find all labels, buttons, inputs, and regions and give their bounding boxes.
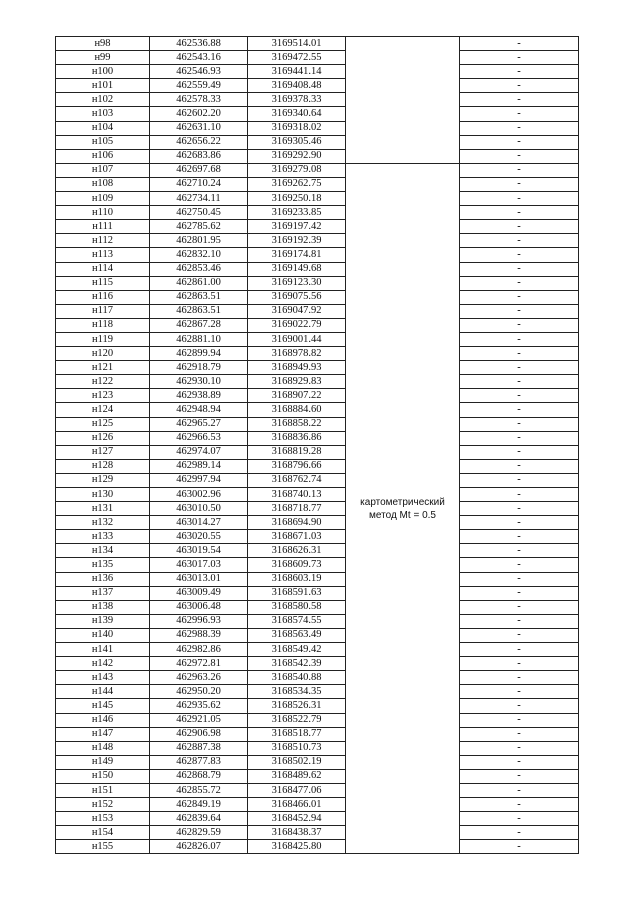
x-coordinate-cell: 462938.89 [150,389,248,403]
point-name-cell: н114 [56,262,150,276]
y-coordinate-cell: 3169262.75 [248,177,346,191]
x-coordinate-cell: 462887.38 [150,741,248,755]
x-coordinate-cell: 462921.05 [150,713,248,727]
point-name-cell: н145 [56,699,150,713]
x-coordinate-cell: 463014.27 [150,516,248,530]
coordinates-table [55,36,579,854]
x-coordinate-cell: 462988.39 [150,628,248,642]
point-name-cell: н127 [56,445,150,459]
table-row [56,473,579,487]
y-coordinate-cell: 3168718.77 [248,502,346,516]
description-cell: - [460,530,579,544]
table-row [56,79,579,93]
description-cell: - [460,51,579,65]
description-cell: - [460,206,579,220]
x-coordinate-cell: 462881.10 [150,332,248,346]
description-cell: - [460,445,579,459]
table-row [56,417,579,431]
description-cell: - [460,699,579,713]
point-name-cell: н123 [56,389,150,403]
point-name-cell: н104 [56,121,150,135]
point-name-cell: н130 [56,488,150,502]
description-cell: - [460,135,579,149]
x-coordinate-cell: 462683.86 [150,149,248,163]
x-coordinate-cell: 462546.93 [150,65,248,79]
x-coordinate-cell: 462826.07 [150,840,248,854]
description-cell: - [460,558,579,572]
x-coordinate-cell: 462710.24 [150,177,248,191]
table-row [56,657,579,671]
table-row [56,516,579,530]
point-name-cell: н143 [56,671,150,685]
x-coordinate-cell: 462631.10 [150,121,248,135]
y-coordinate-cell: 3168609.73 [248,558,346,572]
table-row [56,332,579,346]
point-name-cell: н115 [56,276,150,290]
table-row [56,459,579,473]
description-cell: - [460,685,579,699]
description-cell: - [460,614,579,628]
x-coordinate-cell: 462839.64 [150,812,248,826]
y-coordinate-cell: 3168884.60 [248,403,346,417]
x-coordinate-cell: 462832.10 [150,248,248,262]
y-coordinate-cell: 3168907.22 [248,389,346,403]
x-coordinate-cell: 462578.33 [150,93,248,107]
x-coordinate-cell: 462972.81 [150,657,248,671]
description-cell: - [460,544,579,558]
x-coordinate-cell: 462906.98 [150,727,248,741]
y-coordinate-cell: 3168671.03 [248,530,346,544]
y-coordinate-cell: 3169233.85 [248,206,346,220]
point-name-cell: н100 [56,65,150,79]
table-row [56,262,579,276]
point-name-cell: н139 [56,614,150,628]
table-row [56,685,579,699]
description-cell: - [460,318,579,332]
point-name-cell: н132 [56,516,150,530]
x-coordinate-cell: 462935.62 [150,699,248,713]
table-row [56,389,579,403]
x-coordinate-cell: 462785.62 [150,220,248,234]
table-row [56,234,579,248]
point-name-cell: н148 [56,741,150,755]
point-name-cell: н149 [56,755,150,769]
method-cell-upper [346,37,460,164]
y-coordinate-cell: 3168438.37 [248,826,346,840]
x-coordinate-cell: 462855.72 [150,783,248,797]
y-coordinate-cell: 3169340.64 [248,107,346,121]
x-coordinate-cell: 462868.79 [150,769,248,783]
table-row [56,361,579,375]
point-name-cell: н113 [56,248,150,262]
description-cell: - [460,192,579,206]
x-coordinate-cell: 462996.93 [150,614,248,628]
description-cell: - [460,488,579,502]
point-name-cell: н153 [56,812,150,826]
point-name-cell: н129 [56,473,150,487]
point-name-cell: н120 [56,347,150,361]
point-name-cell: н146 [56,713,150,727]
description-cell: - [460,149,579,163]
table-row [56,812,579,826]
description-cell: - [460,375,579,389]
y-coordinate-cell: 3169197.42 [248,220,346,234]
table-row [56,826,579,840]
x-coordinate-cell: 462559.49 [150,79,248,93]
x-coordinate-cell: 462950.20 [150,685,248,699]
y-coordinate-cell: 3168425.80 [248,840,346,854]
point-name-cell: н136 [56,572,150,586]
y-coordinate-cell: 3168574.55 [248,614,346,628]
point-name-cell: н152 [56,798,150,812]
coordinates-table-body [56,37,579,854]
point-name-cell: н110 [56,206,150,220]
y-coordinate-cell: 3168762.74 [248,473,346,487]
point-name-cell: н124 [56,403,150,417]
description-cell: - [460,643,579,657]
table-row [56,220,579,234]
table-row [56,628,579,642]
x-coordinate-cell: 462948.94 [150,403,248,417]
table-row [56,643,579,657]
x-coordinate-cell: 462829.59 [150,826,248,840]
point-name-cell: н155 [56,840,150,854]
description-cell: - [460,657,579,671]
x-coordinate-cell: 462656.22 [150,135,248,149]
table-row [56,304,579,318]
x-coordinate-cell: 462602.20 [150,107,248,121]
point-name-cell: н109 [56,192,150,206]
y-coordinate-cell: 3168603.19 [248,572,346,586]
method-name: картометрический [360,496,445,508]
y-coordinate-cell: 3169279.08 [248,163,346,177]
y-coordinate-cell: 3169441.14 [248,65,346,79]
point-name-cell: н126 [56,431,150,445]
y-coordinate-cell: 3168949.93 [248,361,346,375]
description-cell: - [460,783,579,797]
point-name-cell: н103 [56,107,150,121]
description-cell: - [460,332,579,346]
point-name-cell: н128 [56,459,150,473]
y-coordinate-cell: 3168542.39 [248,657,346,671]
y-coordinate-cell: 3169001.44 [248,332,346,346]
table-row [56,671,579,685]
x-coordinate-cell: 462899.94 [150,347,248,361]
description-cell: - [460,389,579,403]
description-cell: - [460,628,579,642]
y-coordinate-cell: 3168452.94 [248,812,346,826]
description-cell: - [460,586,579,600]
table-row [56,93,579,107]
method-accuracy: метод Mt = 0.5 [369,509,436,521]
description-cell: - [460,290,579,304]
method-cell [346,163,460,854]
x-coordinate-cell: 462750.45 [150,206,248,220]
description-cell: - [460,459,579,473]
x-coordinate-cell: 463019.54 [150,544,248,558]
y-coordinate-cell: 3168858.22 [248,417,346,431]
y-coordinate-cell: 3168626.31 [248,544,346,558]
table-row [56,149,579,163]
x-coordinate-cell: 462918.79 [150,361,248,375]
x-coordinate-cell: 462963.26 [150,671,248,685]
table-row [56,135,579,149]
y-coordinate-cell: 3168526.31 [248,699,346,713]
table-row [56,755,579,769]
description-cell: - [460,840,579,854]
x-coordinate-cell: 463013.01 [150,572,248,586]
y-coordinate-cell: 3169047.92 [248,304,346,318]
point-name-cell: н141 [56,643,150,657]
x-coordinate-cell: 462801.95 [150,234,248,248]
table-row [56,163,579,177]
point-name-cell: н102 [56,93,150,107]
table-row [56,107,579,121]
x-coordinate-cell: 462734.11 [150,192,248,206]
table-row [56,840,579,854]
x-coordinate-cell: 462965.27 [150,417,248,431]
x-coordinate-cell: 463002.96 [150,488,248,502]
table-row [56,614,579,628]
x-coordinate-cell: 462849.19 [150,798,248,812]
point-name-cell: н119 [56,332,150,346]
point-name-cell: н105 [56,135,150,149]
x-coordinate-cell: 462877.83 [150,755,248,769]
y-coordinate-cell: 3168540.88 [248,671,346,685]
y-coordinate-cell: 3168510.73 [248,741,346,755]
table-row [56,558,579,572]
y-coordinate-cell: 3168819.28 [248,445,346,459]
table-row [56,783,579,797]
description-cell: - [460,826,579,840]
y-coordinate-cell: 3168477.06 [248,783,346,797]
description-cell: - [460,812,579,826]
table-row [56,600,579,614]
x-coordinate-cell: 462974.07 [150,445,248,459]
table-row [56,798,579,812]
description-cell: - [460,473,579,487]
x-coordinate-cell: 463010.50 [150,502,248,516]
y-coordinate-cell: 3169123.30 [248,276,346,290]
table-row [56,347,579,361]
point-name-cell: н135 [56,558,150,572]
point-name-cell: н117 [56,304,150,318]
point-name-cell: н101 [56,79,150,93]
description-cell: - [460,65,579,79]
point-name-cell: н125 [56,417,150,431]
x-coordinate-cell: 463020.55 [150,530,248,544]
point-name-cell: н98 [56,37,150,51]
point-name-cell: н116 [56,290,150,304]
table-row [56,121,579,135]
point-name-cell: н147 [56,727,150,741]
point-name-cell: н112 [56,234,150,248]
y-coordinate-cell: 3169250.18 [248,192,346,206]
point-name-cell: н111 [56,220,150,234]
table-row [56,502,579,516]
x-coordinate-cell: 462997.94 [150,473,248,487]
description-cell: - [460,248,579,262]
x-coordinate-cell: 462930.10 [150,375,248,389]
y-coordinate-cell: 3169408.48 [248,79,346,93]
table-row [56,37,579,51]
x-coordinate-cell: 462867.28 [150,318,248,332]
y-coordinate-cell: 3168591.63 [248,586,346,600]
y-coordinate-cell: 3168978.82 [248,347,346,361]
y-coordinate-cell: 3168466.01 [248,798,346,812]
description-cell: - [460,79,579,93]
table-row [56,177,579,191]
y-coordinate-cell: 3168502.19 [248,755,346,769]
description-cell: - [460,262,579,276]
point-name-cell: н133 [56,530,150,544]
point-name-cell: н108 [56,177,150,191]
description-cell: - [460,403,579,417]
description-cell: - [460,727,579,741]
y-coordinate-cell: 3169514.01 [248,37,346,51]
description-cell: - [460,234,579,248]
point-name-cell: н150 [56,769,150,783]
x-coordinate-cell: 463017.03 [150,558,248,572]
description-cell: - [460,107,579,121]
y-coordinate-cell: 3168836.86 [248,431,346,445]
description-cell: - [460,177,579,191]
y-coordinate-cell: 3168740.13 [248,488,346,502]
y-coordinate-cell: 3169149.68 [248,262,346,276]
point-name-cell: н138 [56,600,150,614]
y-coordinate-cell: 3168518.77 [248,727,346,741]
table-row [56,713,579,727]
x-coordinate-cell: 462989.14 [150,459,248,473]
y-coordinate-cell: 3168929.83 [248,375,346,389]
description-cell: - [460,220,579,234]
table-row [56,741,579,755]
table-row [56,375,579,389]
y-coordinate-cell: 3168522.79 [248,713,346,727]
point-name-cell: н131 [56,502,150,516]
y-coordinate-cell: 3169174.81 [248,248,346,262]
table-row [56,65,579,79]
description-cell: - [460,741,579,755]
point-name-cell: н151 [56,783,150,797]
point-name-cell: н107 [56,163,150,177]
x-coordinate-cell: 463006.48 [150,600,248,614]
description-cell: - [460,769,579,783]
table-row [56,445,579,459]
description-cell: - [460,163,579,177]
point-name-cell: н122 [56,375,150,389]
table-row [56,192,579,206]
table-row [56,403,579,417]
table-row [56,318,579,332]
y-coordinate-cell: 3168580.58 [248,600,346,614]
description-cell: - [460,304,579,318]
x-coordinate-cell: 462863.51 [150,304,248,318]
table-row [56,530,579,544]
description-cell: - [460,347,579,361]
y-coordinate-cell: 3168489.62 [248,769,346,783]
table-row [56,431,579,445]
description-cell: - [460,361,579,375]
x-coordinate-cell: 462853.46 [150,262,248,276]
x-coordinate-cell: 462697.68 [150,163,248,177]
description-cell: - [460,798,579,812]
y-coordinate-cell: 3168549.42 [248,643,346,657]
description-cell: - [460,37,579,51]
y-coordinate-cell: 3169318.02 [248,121,346,135]
point-name-cell: н137 [56,586,150,600]
point-name-cell: н134 [56,544,150,558]
y-coordinate-cell: 3168796.66 [248,459,346,473]
x-coordinate-cell: 462861.00 [150,276,248,290]
point-name-cell: н121 [56,361,150,375]
x-coordinate-cell: 462543.16 [150,51,248,65]
description-cell: - [460,572,579,586]
x-coordinate-cell: 462863.51 [150,290,248,304]
table-row [56,572,579,586]
y-coordinate-cell: 3168563.49 [248,628,346,642]
y-coordinate-cell: 3169305.46 [248,135,346,149]
table-row [56,276,579,290]
point-name-cell: н154 [56,826,150,840]
description-cell: - [460,121,579,135]
table-row [56,699,579,713]
description-cell: - [460,600,579,614]
y-coordinate-cell: 3169022.79 [248,318,346,332]
description-cell: - [460,713,579,727]
table-row [56,544,579,558]
description-cell: - [460,755,579,769]
point-name-cell: н118 [56,318,150,332]
point-name-cell: н142 [56,657,150,671]
y-coordinate-cell: 3168534.35 [248,685,346,699]
y-coordinate-cell: 3169292.90 [248,149,346,163]
table-row [56,586,579,600]
description-cell: - [460,276,579,290]
description-cell: - [460,417,579,431]
table-row [56,769,579,783]
description-cell: - [460,431,579,445]
y-coordinate-cell: 3169378.33 [248,93,346,107]
y-coordinate-cell: 3169472.55 [248,51,346,65]
x-coordinate-cell: 462982.86 [150,643,248,657]
description-cell: - [460,93,579,107]
table-row [56,51,579,65]
table-row [56,206,579,220]
table-row [56,290,579,304]
table-row [56,488,579,502]
table-row [56,248,579,262]
point-name-cell: н99 [56,51,150,65]
description-cell: - [460,671,579,685]
table-row [56,727,579,741]
point-name-cell: н140 [56,628,150,642]
point-name-cell: н106 [56,149,150,163]
y-coordinate-cell: 3168694.90 [248,516,346,530]
x-coordinate-cell: 462966.53 [150,431,248,445]
x-coordinate-cell: 462536.88 [150,37,248,51]
y-coordinate-cell: 3169192.39 [248,234,346,248]
description-cell: - [460,516,579,530]
y-coordinate-cell: 3169075.56 [248,290,346,304]
x-coordinate-cell: 463009.49 [150,586,248,600]
point-name-cell: н144 [56,685,150,699]
description-cell: - [460,502,579,516]
